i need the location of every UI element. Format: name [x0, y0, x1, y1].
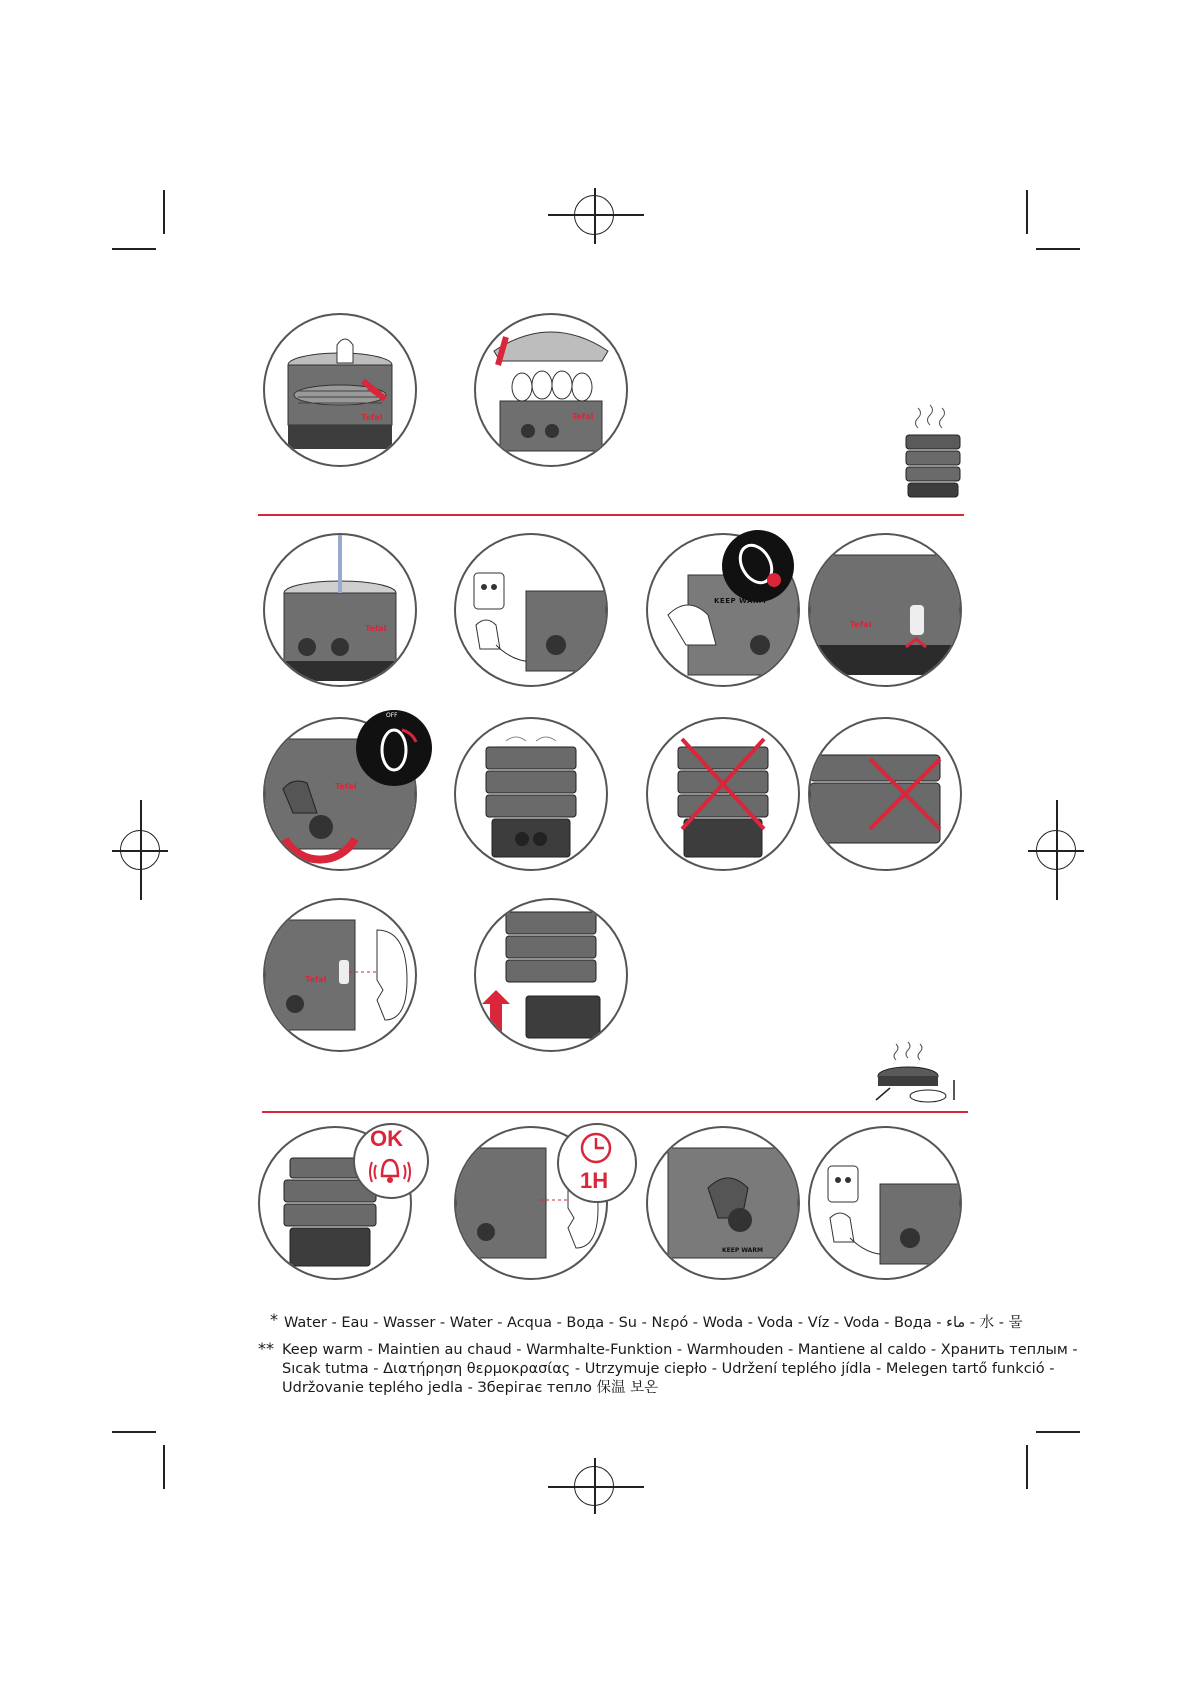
illustration-do-not-touch-steam [646, 717, 800, 871]
keep-warm-marker: ** [258, 1339, 274, 1358]
registration-mark-line [112, 850, 168, 852]
illustration-indicator-light [808, 533, 962, 687]
crop-mark [163, 190, 165, 234]
timer-tick-off: OFF [386, 712, 398, 719]
ok-label: OK [370, 1126, 403, 1151]
water-marker: * [270, 1310, 278, 1329]
serving-plate-icon [868, 1040, 964, 1108]
brand-logo: Tefal [361, 413, 383, 422]
keep-warm-translations-line3: Udržovanie teplého jedla - Зберігає тепло 保温 보온 [282, 1380, 659, 1396]
brand-logo: Tefal [365, 624, 387, 633]
registration-mark-line [548, 1486, 644, 1488]
section-divider [262, 1111, 968, 1113]
bell-icon [368, 1152, 412, 1188]
keep-warm-translations-line2: Sıcak tutma - Διατήρηση θερμοκρασίας - Utrzymuje ciepło - Udržení teplého jídla - Melegen tartő funkció - [282, 1361, 1055, 1377]
illustration-switch-off [646, 1126, 800, 1280]
crop-mark [1036, 248, 1080, 250]
crop-mark [112, 1431, 156, 1433]
crop-mark [112, 248, 156, 250]
illustration-eggs-lid [474, 313, 628, 467]
illustration-unplug [808, 1126, 962, 1280]
crop-mark [163, 1445, 165, 1489]
timer-dial-icon [362, 716, 426, 780]
brand-logo: Tefal [335, 782, 357, 791]
illustration-plug-in [454, 533, 608, 687]
illustration-steamer-basket [263, 313, 417, 467]
illustration-stacked-baskets [454, 717, 608, 871]
keep-warm-translations-line1: Keep warm - Maintien au chaud - Warmhalte-Funktion - Warmhouden - Mantiene al caldo - Хранить теплым - [282, 1342, 1078, 1358]
section-divider [258, 514, 964, 516]
illustration-fill-water [263, 533, 417, 687]
crop-mark [1026, 1445, 1028, 1489]
illustration-check-water-level [263, 898, 417, 1052]
dial-icon [728, 536, 788, 596]
crop-mark [1036, 1431, 1080, 1433]
brand-logo: Tefal [572, 412, 594, 421]
keep-warm-label: KEEP WARM [722, 1247, 763, 1254]
clock-icon [576, 1128, 616, 1168]
illustration-do-not-lift-lid [808, 717, 962, 871]
crop-mark [1026, 190, 1028, 234]
steamer-icon [898, 403, 968, 503]
registration-mark-line [1028, 850, 1084, 852]
duration-label: 1H [580, 1168, 609, 1193]
keep-warm-label: KEEP WARM [714, 597, 767, 605]
brand-logo: Tefal [305, 975, 327, 984]
illustration-lift-baskets [474, 898, 628, 1052]
brand-logo: Tefal [850, 620, 872, 629]
registration-mark-line [594, 188, 596, 244]
registration-mark-line [548, 214, 644, 216]
water-translations: Water - Eau - Wasser - Water - Acqua - Вода - Su - Νερό - Woda - Voda - Víz - Voda - Вода - ماء - 水 - 물 [284, 1315, 1023, 1331]
